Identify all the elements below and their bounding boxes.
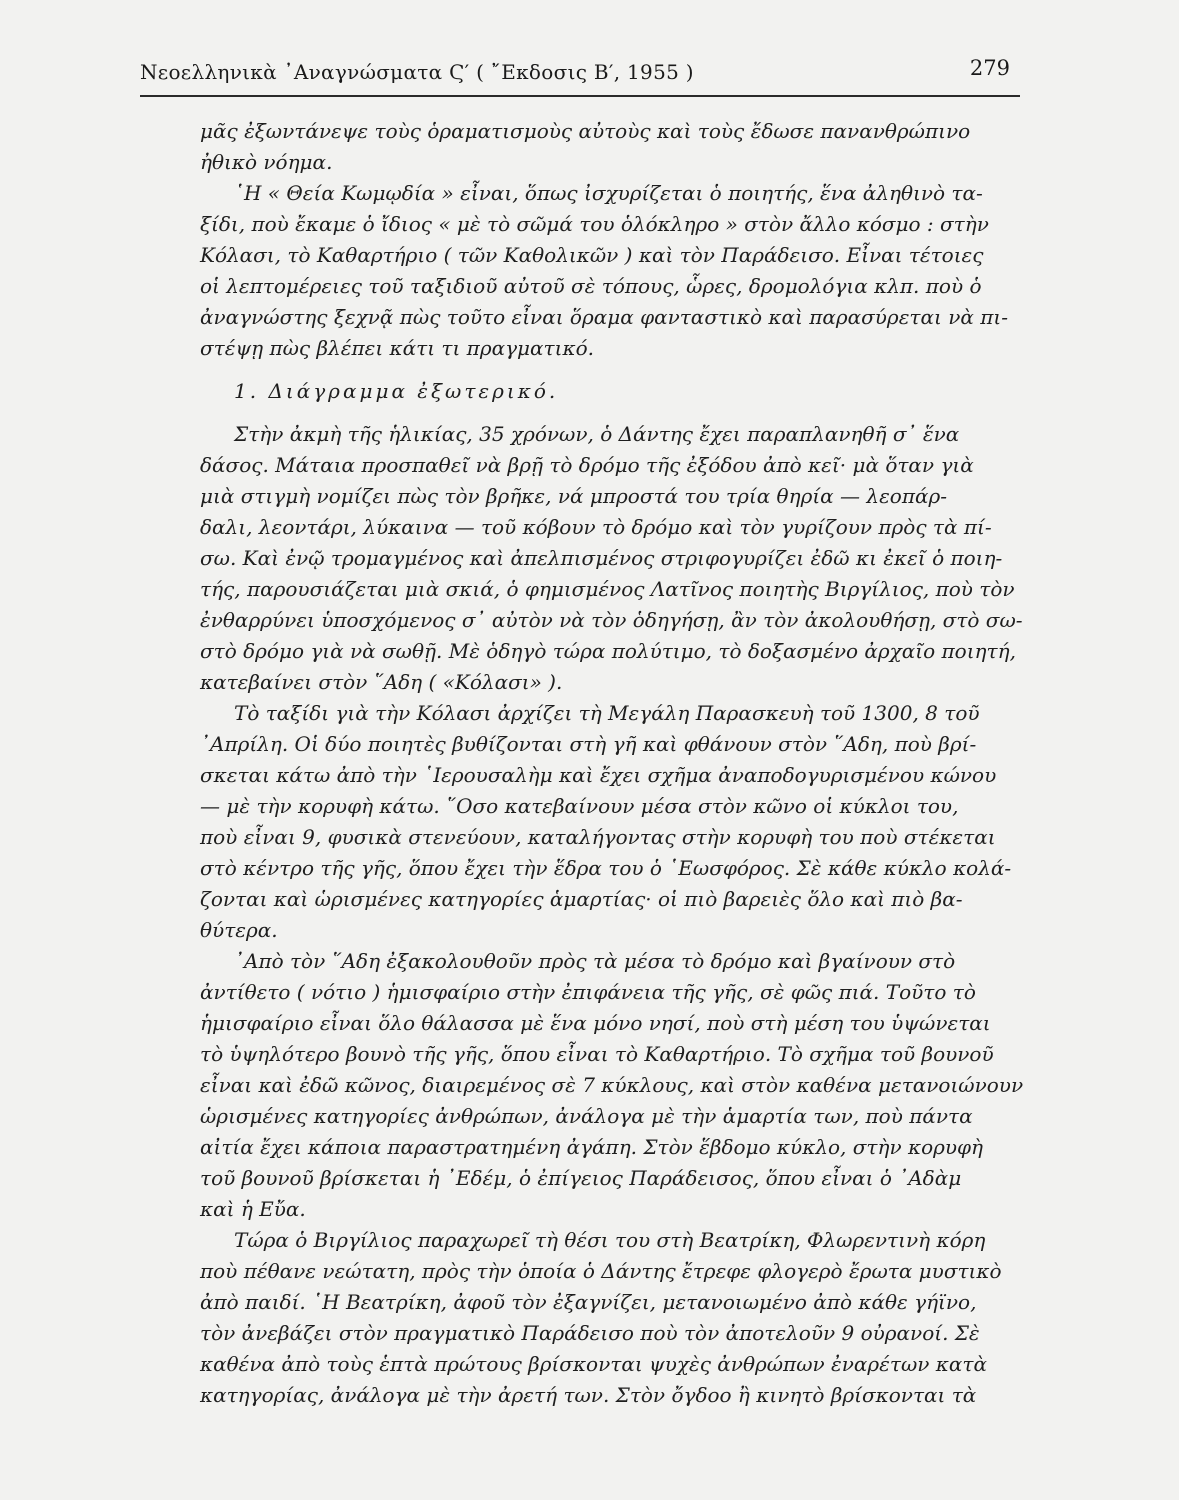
text-line: στὸ δρόμο γιὰ νὰ σωθῇ. Μὲ ὁδηγὸ τώρα πολύτιμο, τὸ δοξασμένο ἀρχαῖο ποιητή, xyxy=(200,639,1016,663)
text-line: καθένα ἀπὸ τοὺς ἑπτὰ πρώτους βρίσκονται ψυχὲς ἀνθρώπων ἐναρέτων κατὰ xyxy=(200,1352,987,1376)
text-line: ξίδι, ποὺ ἔκαμε ὁ ἴδιος « μὲ τὸ σῶμά του ὁλόκληρο » στὸν ἄλλο κόσμο : στὴν xyxy=(200,212,989,236)
text-line: ῾Η « Θεία Κωμῳδία » εἶναι, ὅπως ἰσχυρίζεται ὁ ποιητής, ἕνα ἀληθινὸ τα- xyxy=(234,181,983,205)
text-line: Τώρα ὁ Βιργίλιος παραχωρεῖ τὴ θέσι του στὴ Βεατρίκη, Φλωρεντινὴ κόρη xyxy=(234,1228,986,1252)
text-line: Κόλασι, τὸ Καθαρτήριο ( τῶν Καθολικῶν ) καὶ τὸν Παράδεισο. Εἶναι τέτοιες xyxy=(200,243,984,267)
text-line: στέψῃ πὼς βλέπει κάτι τι πραγματικό. xyxy=(200,336,594,360)
text-line: ᾿Απρίλη. Οἱ δύο ποιητὲς βυθίζονται στὴ γῆ καὶ φθάνουν στὸν ῞Αδη, ποὺ βρί- xyxy=(200,732,977,756)
text-line: Τὸ ταξίδι γιὰ τὴν Κόλασι ἀρχίζει τὴ Μεγάλη Παρασκευὴ τοῦ 1300, 8 τοῦ xyxy=(234,701,980,725)
page-number: 279 xyxy=(969,56,1010,80)
text-line: — μὲ τὴν κορυφὴ κάτω. ῞Οσο κατεβαίνουν μέσα στὸν κῶνο οἱ κύκλοι του, xyxy=(200,794,959,818)
text-line: ὡρισμένες κατηγορίες ἀνθρώπων, ἀνάλογα μὲ τὴν ἁμαρτία των, ποὺ πάντα xyxy=(200,1104,973,1128)
section-heading: 1. Διάγραμμα ἐξωτερικό. xyxy=(234,379,559,403)
text-line: κατηγορίας, ἀνάλογα μὲ τὴν ἀρετή των. Στὸν ὄγδοο ἢ κινητὸ βρίσκονται τὰ xyxy=(200,1383,977,1407)
text-line: Στὴν ἀκμὴ τῆς ἡλικίας, 35 χρόνων, ὁ Δάντης ἔχει παραπλανηθῆ σ᾿ ἕνα xyxy=(234,422,960,446)
text-line: ἀπὸ παιδί. ῾Η Βεατρίκη, ἀφοῦ τὸν ἐξαγνίζει, μετανοιωμένο ἀπὸ κάθε γήϊνο, xyxy=(200,1290,977,1314)
text-line: σκεται κάτω ἀπὸ τὴν ῾Ιερουσαλὴμ καὶ ἔχει σχῆμα ἀναποδογυρισμένου κώνου xyxy=(200,763,997,787)
text-line: σω. Καὶ ἐνῷ τρομαγμένος καὶ ἀπελπισμένος στριφογυρίζει ἐδῶ κι ἐκεῖ ὁ ποιη- xyxy=(200,546,1003,570)
running-title: Νεοελληνικὰ ᾿Αναγνώσματα Ϛ′ ( ῎Εκδοσις Β′, 1955 ) xyxy=(140,60,694,84)
text-line: θύτερα. xyxy=(200,918,278,942)
text-line: οἱ λεπτομέρειες τοῦ ταξιδιοῦ αὐτοῦ σὲ τόπους, ὧρες, δρομολόγια κλπ. ποὺ ὁ xyxy=(200,274,982,298)
text-line: μιὰ στιγμὴ νομίζει πὼς τὸν βρῆκε, νά μπροστά του τρία θηρία — λεοπάρ- xyxy=(200,484,948,508)
text-line: τὸν ἀνεβάζει στὸν πραγματικὸ Παράδεισο ποὺ τὸν ἀποτελοῦν 9 οὐρανοί. Σὲ xyxy=(200,1321,980,1345)
text-line: καὶ ἡ Εὔα. xyxy=(200,1197,306,1221)
text-line: τὸ ὑψηλότερο βουνὸ τῆς γῆς, ὅπου εἶναι τὸ Καθαρτήριο. Τὸ σχῆμα τοῦ βουνοῦ xyxy=(200,1042,994,1066)
text-line: δαλι, λεοντάρι, λύκαινα — τοῦ κόβουν τὸ δρόμο καὶ τὸν γυρίζουν πρὸς τὰ πί- xyxy=(200,515,992,539)
text-line: στὸ κέντρο τῆς γῆς, ὅπου ἔχει τὴν ἕδρα του ὁ ῾Εωσφόρος. Σὲ κάθε κύκλο κολά- xyxy=(200,856,1012,880)
text-line: τής, παρουσιάζεται μιὰ σκιά, ὁ φημισμένος Λατῖνος ποιητὴς Βιργίλιος, ποὺ τὸν xyxy=(200,577,1015,601)
text-line: ποὺ εἶναι 9, φυσικὰ στενεύουν, καταλήγοντας στὴν κορυφὴ του ποὺ στέκεται xyxy=(200,825,996,849)
text-line: κατεβαίνει στὸν ῞Αδη ( «Κόλασι» ). xyxy=(200,670,563,694)
text-line: αἰτία ἔχει κάποια παραστρατημένη ἀγάπη. Στὸν ἕβδομο κύκλο, στὴν κορυφὴ xyxy=(200,1135,984,1159)
body-text xyxy=(200,116,1030,1411)
text-line: μᾶς ἐξωντάνεψε τοὺς ὁραματισμοὺς αὐτοὺς καὶ τοὺς ἔδωσε πανανθρώπινο xyxy=(200,119,971,143)
text-line: ἡμισφαίριο εἶναι ὅλο θάλασσα μὲ ἕνα μόνο νησί, ποὺ στὴ μέση του ὑψώνεται xyxy=(200,1011,991,1035)
text-line: τοῦ βουνοῦ βρίσκεται ἡ ᾿Εδέμ, ὁ ἐπίγειος Παράδεισος, ὅπου εἶναι ὁ ᾿Αδὰμ xyxy=(200,1166,962,1190)
text-line: εἶναι καὶ ἐδῶ κῶνος, διαιρεμένος σὲ 7 κύκλους, καὶ στὸν καθένα μετανοιώνουν xyxy=(200,1073,1024,1097)
text-line: δάσος. Μάταια προσπαθεῖ νὰ βρῇ τὸ δρόμο τῆς ἐξόδου ἀπὸ κεῖ· μὰ ὅταν γιὰ xyxy=(200,453,974,477)
header-rule xyxy=(140,95,1020,97)
text-line: ἀναγνώστης ξεχνᾷ πὼς τοῦτο εἶναι ὅραμα φανταστικὸ καὶ παρασύρεται νὰ πι- xyxy=(200,305,1008,329)
text-line: ἀντίθετο ( νότιο ) ἡμισφαίριο στὴν ἐπιφάνεια τῆς γῆς, σὲ φῶς πιά. Τοῦτο τὸ xyxy=(200,980,976,1004)
text-line: ζονται καὶ ὡρισμένες κατηγορίες ἁμαρτίας· οἱ πιὸ βαρειὲς ὅλο καὶ πιὸ βα- xyxy=(200,887,963,911)
page-header xyxy=(140,56,1020,96)
text-line: ἠθικὸ νόημα. xyxy=(200,150,333,174)
text-line: ἐνθαρρύνει ὑποσχόμενος σ᾿ αὐτὸν νὰ τὸν ὁδηγήσῃ, ἂν τὸν ἀκολουθήσῃ, στὸ σω- xyxy=(200,608,1023,632)
text-line: ποὺ πέθανε νεώτατη, πρὸς τὴν ὁποία ὁ Δάντης ἔτρεφε φλογερὸ ἔρωτα μυστικὸ xyxy=(200,1259,1002,1283)
text-line: ᾿Απὸ τὸν ῞Αδη ἐξακολουθοῦν πρὸς τὰ μέσα τὸ δρόμο καὶ βγαίνουν στὸ xyxy=(234,949,956,973)
